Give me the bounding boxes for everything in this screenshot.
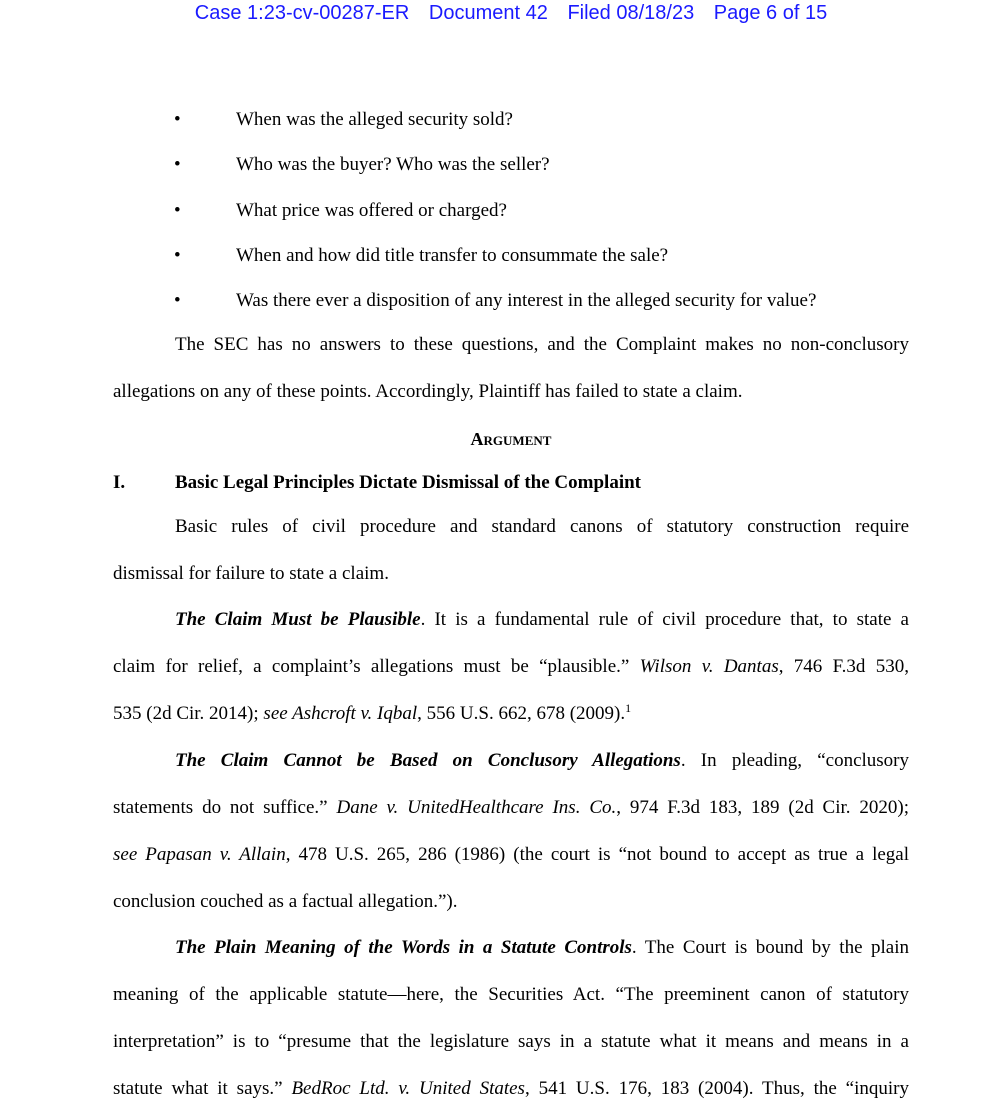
paragraph-line: The Plain Meaning of the Words in a Statute Controls. The Court is bound by the plain xyxy=(175,937,909,958)
document-number: Document 42 xyxy=(428,2,548,24)
bullet-icon: • xyxy=(174,109,181,130)
argument-heading: Argument xyxy=(470,429,552,449)
case-citation: Wilson v. Dantas xyxy=(639,656,779,677)
paragraph-line: 535 (2d Cir. 2014); see Ashcroft v. Iqbal, 556 U.S. 662, 678 (2009).$^1$ xyxy=(113,701,632,724)
case-citation: see Ashcroft v. Iqbal xyxy=(263,703,418,724)
run-in-heading: The Claim Must be Plausible xyxy=(175,609,421,630)
run-in-heading: The Claim Cannot be Based on Conclusory Allegations xyxy=(175,750,681,771)
bullet-icon: • xyxy=(174,290,181,311)
list-item-text: When was the alleged security sold? xyxy=(236,109,513,130)
case-citation: BedRoc Ltd. v. United States xyxy=(291,1078,525,1099)
paragraph-line: The Claim Must be Plausible. It is a fundamental rule of civil procedure that, to state a xyxy=(175,609,909,630)
bullet-icon: • xyxy=(174,200,181,221)
page-number: Page 6 of 15 xyxy=(713,2,828,24)
paragraph-line: dismissal for failure to state a claim. xyxy=(113,563,389,584)
paragraph-line: Basic rules of civil procedure and standard canons of statutory construction require xyxy=(175,516,909,537)
case-citation: see Papasan v. Allain xyxy=(113,844,286,865)
filing-header xyxy=(0,2,1003,25)
paragraph-line: meaning of the applicable statute—here, the Securities Act. “The preeminent canon of statutory xyxy=(113,984,909,1005)
paragraph-line: statute what it says.” BedRoc Ltd. v. United States, 541 U.S. 176, 183 (2004). Thus, the “inquiry xyxy=(113,1078,909,1099)
list-item-text: Who was the buyer? Who was the seller? xyxy=(236,154,550,175)
filed-date: Filed 08/18/23 xyxy=(567,2,695,24)
paragraph-line: allegations on any of these points. Accordingly, Plaintiff has failed to state a claim. xyxy=(113,381,743,402)
paragraph-line: statements do not suffice.” Dane v. UnitedHealthcare Ins. Co., 974 F.3d 183, 189 (2d Cir. 2020); xyxy=(113,797,910,818)
list-item-text: When and how did title transfer to consummate the sale? xyxy=(236,245,669,266)
paragraph-line: conclusion couched as a factual allegation.”). xyxy=(113,891,458,912)
list-item-text: What price was offered or charged? xyxy=(236,200,507,221)
paragraph-line: claim for relief, a complaint’s allegations must be “plausible.” Wilson v. Dantas, 746 F.3d 530, xyxy=(113,656,910,677)
paragraph-line: see Papasan v. Allain, 478 U.S. 265, 286 (1986) (the court is “not bound to accept as true a legal xyxy=(113,844,909,865)
section-number: I. xyxy=(113,472,126,493)
bullet-icon: • xyxy=(174,154,181,175)
case-citation: Dane v. UnitedHealthcare Ins. Co. xyxy=(336,797,617,818)
paragraph-line: interpretation” is to “presume that the legislature says in a statute what it means and means in a xyxy=(113,1031,909,1052)
case-number: Case 1:23-cv-00287-ER xyxy=(194,2,410,24)
run-in-heading: The Plain Meaning of the Words in a Statute Controls xyxy=(175,937,632,958)
paragraph-line: The Claim Cannot be Based on Conclusory Allegations. In pleading, “conclusory xyxy=(175,750,909,771)
paragraph-line: The SEC has no answers to these questions, and the Complaint makes no non-conclusory xyxy=(175,334,909,355)
section-title: Basic Legal Principles Dictate Dismissal of the Complaint xyxy=(175,472,641,493)
footnote-reference[interactable]: 1 xyxy=(625,701,632,715)
list-item-text: Was there ever a disposition of any interest in the alleged security for value? xyxy=(236,290,817,311)
bullet-icon: • xyxy=(174,245,181,266)
